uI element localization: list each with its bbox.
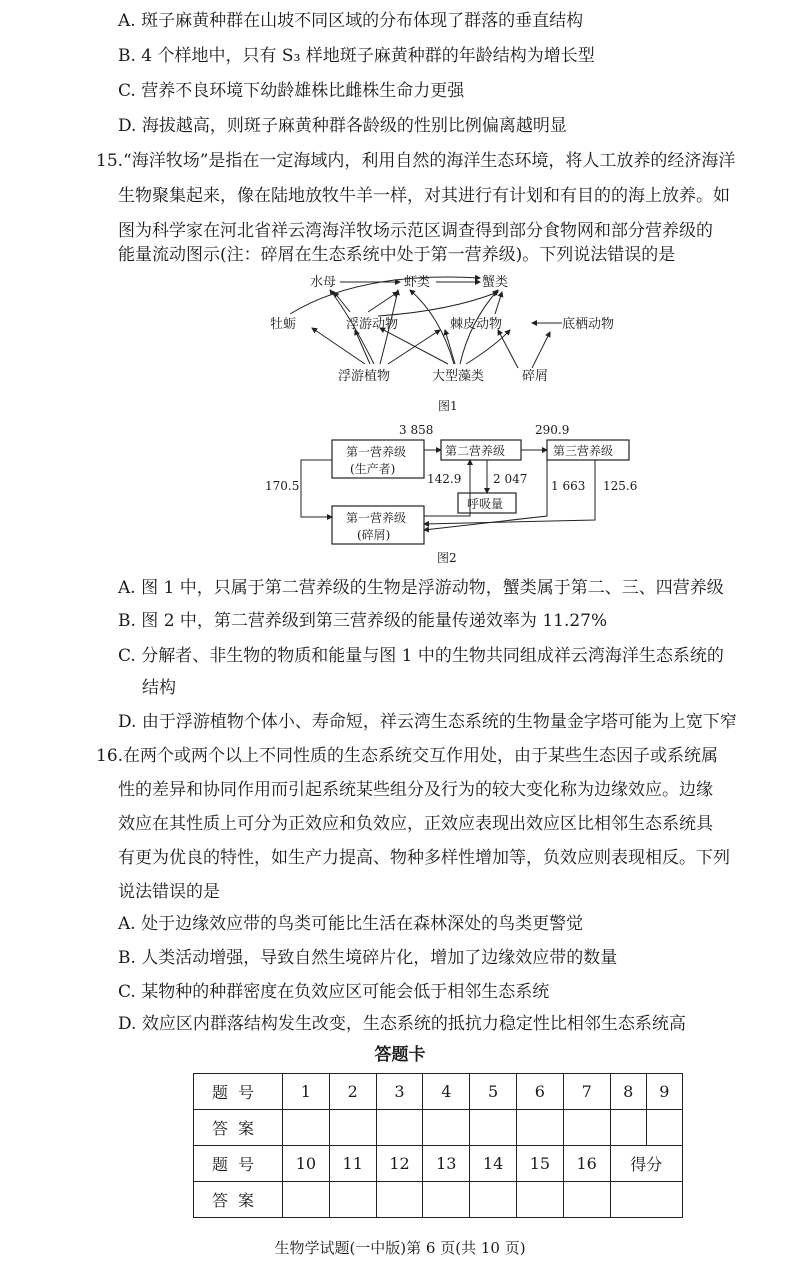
node-macroalgae: 大型藻类 [432,369,485,384]
q14-option-a: A. 斑子麻黄种群在山坡不同区域的分布体现了群落的垂直结构 [118,11,584,31]
question-number: 10 [283,1146,330,1182]
row-label-question: 题号 [194,1074,283,1110]
energy-flow-figure [265,420,665,570]
q16-stem-line3: 效应在其性质上可分为正效应和负效应，正效应表现出效应区比相邻生态系统具 [118,814,713,834]
node-shrimp: 虾类 [404,275,431,290]
node-echinoderm: 棘皮动物 [450,317,503,332]
question-number: 11 [329,1146,376,1182]
table-row [194,1074,683,1110]
question-number: 4 [423,1074,470,1110]
q16-stem-line2: 性的差异和协同作用而引起系统某些组分及行为的较大变化称为边缘效应。边缘 [118,780,713,800]
node-jellyfish: 水母 [310,275,337,290]
box-detritus-line1: 第一营养级 [346,511,407,525]
row-label-question: 题号 [194,1146,283,1182]
q16-option-c: C. 某物种的种群密度在负效应区可能会低于相邻生态系统 [118,982,550,1002]
answer-card-title: 答题卡 [374,1045,426,1065]
q15-option-c-cont: 结构 [142,678,176,698]
question-number: 1 [283,1074,330,1110]
q14-option-b: B. 4 个样地中，只有 S₃ 样地斑子麻黄种群的年龄结构为增长型 [118,46,595,66]
q16-stem-line4: 有更为优良的特性，如生产力提高、物种多样性增加等，负效应则表现相反。下列 [118,848,730,868]
question-number: 9 [646,1074,682,1110]
table-row [194,1146,683,1182]
score-cell[interactable] [610,1182,682,1218]
question-number: 3 [376,1074,423,1110]
answer-cell[interactable] [423,1110,470,1146]
q15-option-d: D. 由于浮游植物个体小、寿命短，祥云湾生态系统的生物量金字塔可能为上宽下窄 [118,712,737,732]
answer-cell[interactable] [610,1110,646,1146]
box-producer-line2: (生产者) [350,462,396,476]
answer-cell[interactable] [516,1110,563,1146]
question-number: 8 [610,1074,646,1110]
value-3858: 3 858 [399,423,434,437]
answer-cell[interactable] [470,1182,517,1218]
q14-option-d: D. 海拔越高，则斑子麻黄种群各龄级的性别比例偏离越明显 [118,116,567,136]
node-zooplankton: 浮游动物 [346,317,399,332]
q15-stem-line1: 15.“海洋牧场”是指在一定海域内，利用自然的海洋生态环境，将人工放养的经济海洋 [96,151,736,171]
value-142-9: 142.9 [427,472,462,486]
node-benthic: 底栖动物 [562,317,615,332]
q15-stem-line2: 生物聚集起来，像在陆地放牧牛羊一样，对其进行有计划和有目的的海上放养。如 [118,186,730,206]
value-2047: 2 047 [493,472,528,486]
node-crab: 蟹类 [482,275,509,290]
answer-cell[interactable] [329,1182,376,1218]
question-number: 16 [563,1146,610,1182]
box-third-level: 第三营养级 [553,444,614,458]
node-phytoplankton: 浮游植物 [338,369,391,384]
figure2-caption: 图2 [437,551,457,565]
question-number: 2 [329,1074,376,1110]
box-second-level: 第二营养级 [445,444,506,458]
question-number: 5 [470,1074,517,1110]
food-web-figure [270,266,630,416]
box-detritus-line2: (碎屑) [357,528,391,542]
question-number: 6 [516,1074,563,1110]
page-footer: 生物学试题(一中版)第 6 页(共 10 页) [274,1239,526,1257]
value-290-9: 290.9 [535,423,570,437]
q15-stem-line3: 图为科学家在河北省祥云湾海洋牧场示范区调查得到部分食物网和部分营养级的 [118,221,713,241]
q15-stem-line4: 能量流动图示(注：碎屑在生态系统中处于第一营养级)。下列说法错误的是 [118,245,676,265]
answer-cell[interactable] [329,1110,376,1146]
q15-option-b: B. 图 2 中，第二营养级到第三营养级的能量传递效率为 11.27% [118,611,608,631]
answer-cell[interactable] [376,1110,423,1146]
node-oyster: 牡蛎 [270,317,297,332]
figure1-caption: 图1 [438,399,458,413]
answer-cell[interactable] [283,1110,330,1146]
q15-option-a: A. 图 1 中，只属于第二营养级的生物是浮游动物，蟹类属于第二、三、四营养级 [118,578,724,598]
table-row [194,1182,683,1218]
node-detritus: 碎屑 [522,369,549,384]
box-respiration: 呼吸量 [467,497,504,511]
answer-cell[interactable] [423,1182,470,1218]
q16-stem-line5: 说法错误的是 [118,882,220,902]
answer-cell[interactable] [516,1182,563,1218]
table-row [194,1110,683,1146]
question-number: 12 [376,1146,423,1182]
question-number: 13 [423,1146,470,1182]
box-producer-line1: 第一营养级 [346,445,407,459]
row-label-answer: 答案 [194,1182,283,1218]
answer-cell[interactable] [563,1110,610,1146]
q15-option-c: C. 分解者、非生物的物质和能量与图 1 中的生物共同组成祥云湾海洋生态系统的 [118,646,724,666]
q16-option-d: D. 效应区内群落结构发生改变，生态系统的抵抗力稳定性比相邻生态系统高 [118,1014,686,1034]
q16-option-b: B. 人类活动增强，导致自然生境碎片化，增加了边缘效应带的数量 [118,948,618,968]
value-170-5: 170.5 [265,479,300,493]
answer-cell[interactable] [283,1182,330,1218]
q16-option-a: A. 处于边缘效应带的鸟类可能比生活在森林深处的鸟类更警觉 [118,914,584,934]
question-number: 15 [516,1146,563,1182]
q16-stem-line1: 16.在两个或两个以上不同性质的生态系统交互作用处，由于某些生态因子或系统属 [96,746,719,766]
question-number: 14 [470,1146,517,1182]
value-1663: 1 663 [551,479,586,493]
row-label-answer: 答案 [194,1110,283,1146]
answer-cell[interactable] [646,1110,682,1146]
answer-cell[interactable] [376,1182,423,1218]
answer-card-table [193,1073,683,1218]
answer-cell[interactable] [563,1182,610,1218]
q14-option-c: C. 营养不良环境下幼龄雄株比雌株生命力更强 [118,81,465,101]
value-125-6: 125.6 [603,479,638,493]
score-label: 得分 [610,1146,682,1182]
question-number: 7 [563,1074,610,1110]
answer-cell[interactable] [470,1110,517,1146]
